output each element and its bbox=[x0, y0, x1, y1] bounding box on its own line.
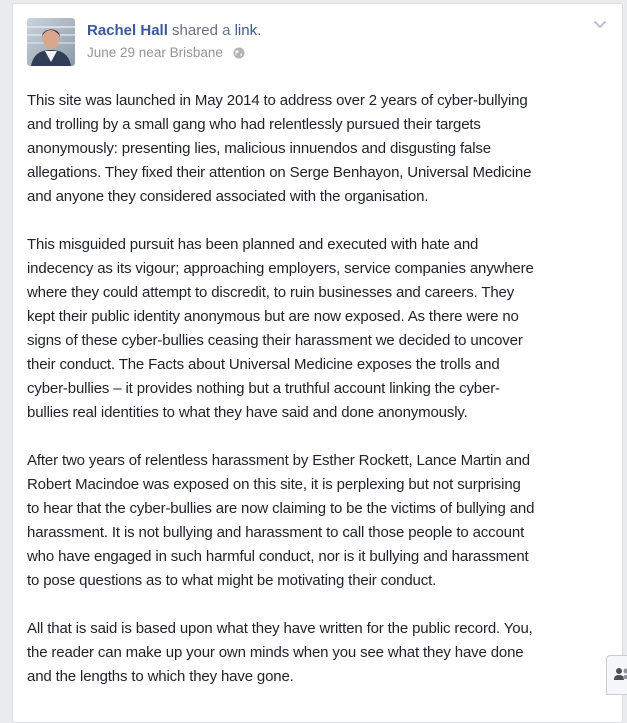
post-paragraph bbox=[27, 449, 617, 593]
paragraph-line: and anyone they considered associated with the organisation. bbox=[27, 185, 617, 209]
paragraph-line: to hear that the cyber-bullies are now claiming to be the victims of bullying and bbox=[27, 497, 617, 521]
paragraph-line: After two years of relentless harassment by Esther Rockett, Lance Martin and bbox=[27, 449, 617, 473]
people-icon bbox=[614, 667, 627, 681]
paragraph-line: and the lengths to which they have gone. bbox=[27, 665, 617, 689]
post-paragraph bbox=[27, 233, 617, 425]
paragraph-line: signs of these cyber-bullies ceasing their harassment we decided to uncover bbox=[27, 329, 617, 353]
paragraph-line: Robert Macindoe was exposed on this site, it is perplexing but not surprising bbox=[27, 473, 617, 497]
chat-sidebar-tab[interactable] bbox=[606, 655, 627, 695]
avatar-photo bbox=[27, 18, 75, 66]
paragraph-line: All that is said is based upon what they have written for the public record. You, bbox=[27, 617, 617, 641]
post-paragraph bbox=[27, 89, 617, 209]
paragraph-line: harassment. It is not bullying and harassment to call those people to account bbox=[27, 521, 617, 545]
paragraph-line: This misguided pursuit has been planned and executed with hate and bbox=[27, 233, 617, 257]
paragraph-line: This site was launched in May 2014 to address over 2 years of cyber-bullying bbox=[27, 89, 617, 113]
post-header bbox=[87, 22, 261, 40]
paragraph-line: kept their public identity anonymous but are now exposed. As there were no bbox=[27, 305, 617, 329]
paragraph-line: indecency as its vigour; approaching employers, service companies anywhere bbox=[27, 257, 617, 281]
author-avatar[interactable] bbox=[27, 18, 75, 66]
shared-link[interactable]: link. bbox=[235, 22, 262, 39]
post-location: near Brisbane bbox=[135, 45, 223, 60]
paragraph-line: allegations. They fixed their attention on Serge Benhayon, Universal Medicine bbox=[27, 161, 617, 185]
paragraph-line: cyber-bullies – it provides nothing but a truthful account linking the cyber- bbox=[27, 377, 617, 401]
post-card bbox=[12, 3, 623, 723]
paragraph-line: anonymously: presenting lies, malicious innuendos and disgusting false bbox=[27, 137, 617, 161]
globe-icon[interactable] bbox=[233, 47, 245, 63]
paragraph-line: who have engaged in such harmful conduct, nor is it bullying and harassment bbox=[27, 545, 617, 569]
chevron-down-icon[interactable] bbox=[592, 18, 608, 30]
author-name-link[interactable]: Rachel Hall bbox=[87, 22, 168, 39]
post-meta bbox=[87, 45, 245, 63]
paragraph-line: and trolling by a small gang who had relentlessly pursued their targets bbox=[27, 113, 617, 137]
post-body bbox=[27, 89, 617, 713]
post-paragraph bbox=[27, 617, 617, 689]
paragraph-line: their conduct. The Facts about Universal Medicine exposes the trolls and bbox=[27, 353, 617, 377]
paragraph-line: bullies real identities to what they have said and done anonymously. bbox=[27, 401, 617, 425]
paragraph-line: to pose questions as to what might be motivating their conduct. bbox=[27, 569, 617, 593]
paragraph-line: where they could attempt to discredit, to ruin businesses and careers. They bbox=[27, 281, 617, 305]
post-date[interactable]: June 29 bbox=[87, 45, 135, 60]
action-text: shared a bbox=[168, 22, 235, 39]
paragraph-line: the reader can make up your own minds when you see what they have done bbox=[27, 641, 617, 665]
